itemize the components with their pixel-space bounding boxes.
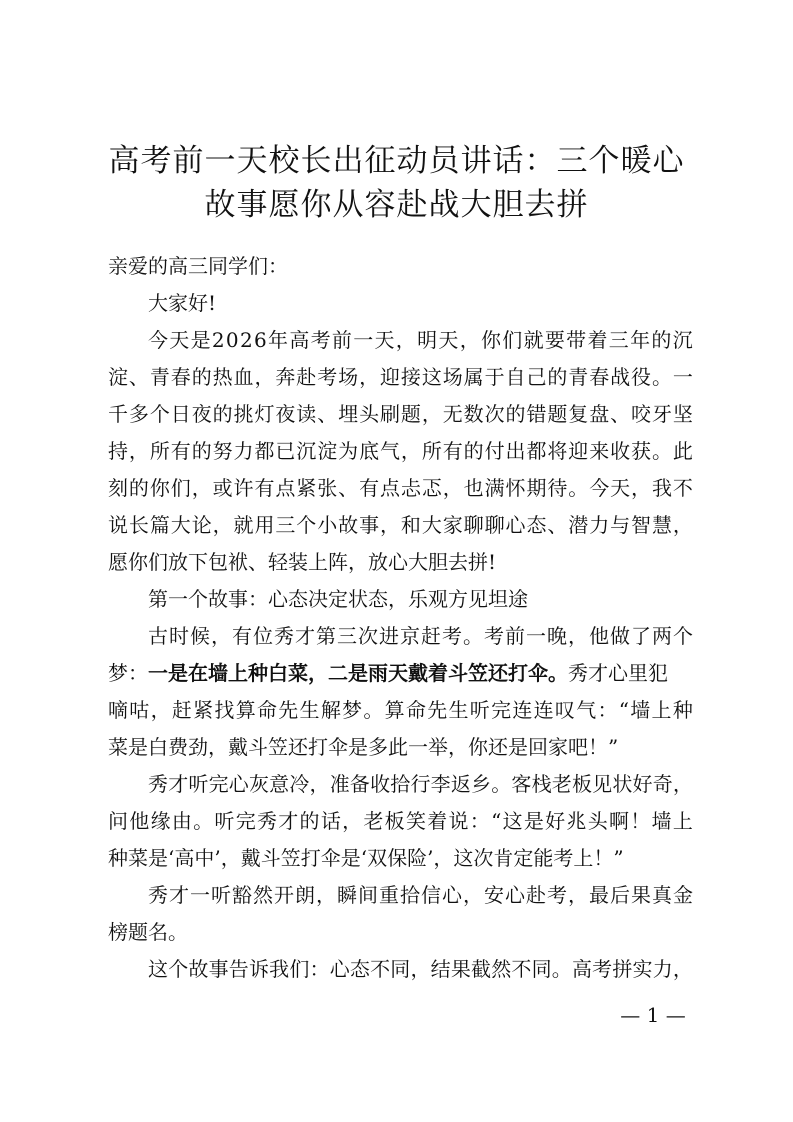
salutation: 亲爱的高三同学们： [108, 254, 288, 278]
paragraph-line: 持 ， 所 有 的 努 力 都 已 沉 淀 为 底 气 ， 所 有 的 付 出 都 将 迎 来 收 获 。 此 [108, 439, 693, 463]
page-number: — 1 — [620, 1003, 686, 1027]
title-line-1: 高考前一天校长出征动员讲话：三个暖心 [108, 143, 685, 179]
bold-phrase: 一是在墙上种白菜，二是雨天戴着斗笠还打伞。 [148, 661, 568, 685]
paragraph-line: 这 个 故 事 告 诉 我 们 ： 心 态 不 同 ， 结 果 截 然 不 同 。 高 考 拼 实 力 ， [148, 957, 693, 981]
line-segment: 秀才心里犯 [568, 661, 668, 685]
section-heading: 第一个故事：心态决定状态，乐观方见坦途 [148, 587, 528, 611]
body-text [108, 248, 693, 988]
paragraph-line: 种菜是‘高中’，戴斗笠打伞是‘双保险’，这次肯定能考上！” [108, 846, 624, 870]
paragraph-line: 淀 、 青 春 的 热 血 ， 奔 赴 考 场 ， 迎 接 这 场 属 于 自 己 的 青 春 战 役 。 一 [108, 365, 693, 389]
greeting: 大家好! [148, 291, 217, 315]
paragraph-line: 秀 才 听 完 心 灰 意 冷 ， 准 备 收 拾 行 李 返 乡 。 客 栈 老 板 见 状 好 奇 ， [148, 772, 693, 796]
paragraph-line-mixed [108, 655, 693, 692]
paragraph-line: 刻 的 你 们 ， 或 许 有 点 紧 张 、 有 点 忐 忑 ， 也 满 怀 期 待 。 今 天 ， 我 不 [108, 476, 693, 500]
paragraph-line: 说 长 篇 大 论 ， 就 用 三 个 小 故 事 ， 和 大 家 聊 聊 心 态 、 潜 力 与 智 慧 ， [108, 513, 693, 537]
paragraph-line: 千 多 个 日 夜 的 挑 灯 夜 读 、 埋 头 刷 题 ， 无 数 次 的 错 题 复 盘 、 咬 牙 坚 [108, 402, 693, 426]
paragraph-line: 问 他 缘 由 。 听 完 秀 才 的 话 ， 老 板 笑 着 说 ： “ 这 是 好 兆 头 啊 ！ 墙 上 [108, 809, 693, 833]
paragraph-line: 今 天 是 2 0 2 6 年 高 考 前 一 天 ， 明 天 ， 你 们 就 要 带 着 三 年 的 沉 [148, 328, 693, 352]
paragraph-line: 嘀 咕 ， 赶 紧 找 算 命 先 生 解 梦 。 算 命 先 生 听 完 连 连 叹 气 ： “ 墙 上 种 [108, 698, 693, 722]
paragraph-line: 秀 才 一 听 豁 然 开 朗 ， 瞬 间 重 拾 信 心 ， 安 心 赴 考 ， 最 后 果 真 金 [148, 883, 693, 907]
line-segment: 梦： [108, 661, 148, 685]
paragraph-line: 古 时 候 ， 有 位 秀 才 第 三 次 进 京 赶 考 。 考 前 一 晚 ， 他 做 了 两 个 [148, 624, 693, 648]
paragraph-line: 菜是白费劲，戴斗笠还打伞是多此一举，你还是回家吧！” [108, 735, 619, 759]
paragraph-line: 愿你们放下包袱、轻装上阵，放心大胆去拼! [108, 550, 497, 574]
paragraph-line: 榜题名。 [108, 920, 188, 944]
title-line-2: 故事愿你从容赴战大胆去拼 [204, 187, 589, 223]
